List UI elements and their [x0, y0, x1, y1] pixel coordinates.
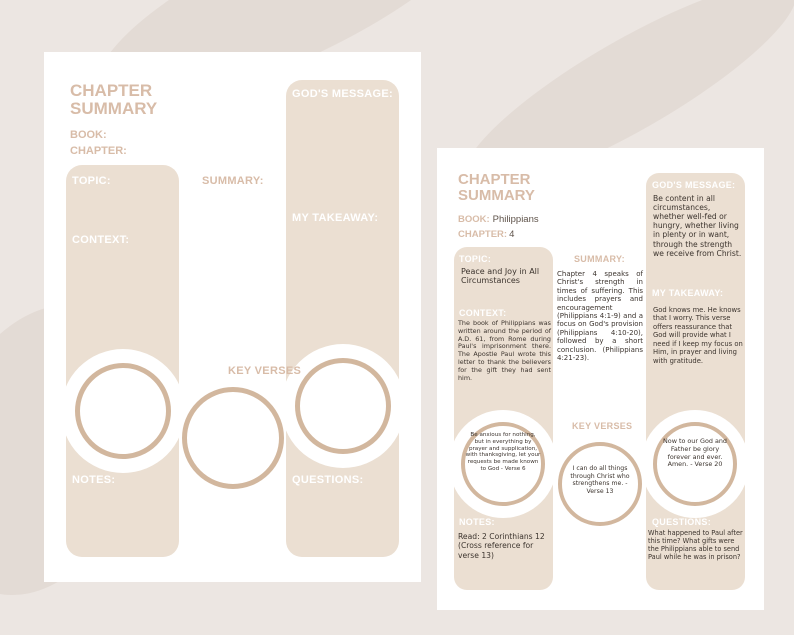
book-label: BOOK: — [70, 129, 107, 141]
page-title — [70, 82, 157, 118]
context-label: CONTEXT: — [72, 234, 130, 246]
verse-circle-left — [75, 363, 171, 459]
chapter-value: 4 — [509, 229, 515, 240]
verse-right-text: Now to our God and Father be glory forever and ever. Amen. - Verse 20 — [663, 437, 727, 469]
title-line-2: SUMMARY — [70, 98, 158, 118]
title-line-1: CHAPTER — [70, 81, 153, 100]
chapter-field — [458, 229, 514, 240]
questions-text: What happened to Paul after this time? What gifts were the Philippians able to send Paul while he was in prison? — [648, 529, 743, 562]
title-line-1: CHAPTER — [458, 171, 531, 188]
verse-circle-center — [182, 387, 284, 489]
key-verses-label: KEY VERSES — [228, 365, 302, 377]
verse-circle-right — [295, 358, 391, 454]
gods-message-text: Be content in all circumstances, whether well-fed or hungry, whether living in plenty or in want, through the strength we receive from Christ. — [653, 194, 742, 258]
notes-label: NOTES: — [72, 474, 116, 486]
title-line-2: SUMMARY — [458, 186, 535, 204]
key-verses-label: KEY VERSES — [572, 421, 633, 431]
chapter-label: CHAPTER: — [70, 145, 127, 157]
page-title — [458, 172, 535, 204]
notes-text: Read: 2 Corinthians 12 (Cross reference for verse 13) — [458, 532, 545, 560]
my-takeaway-text: God knows me. He knows that I worry. This verse offers reassurance that God will provide what I need if I keep my focus on Him, in prayer and living with gratitude. — [653, 306, 743, 365]
my-takeaway-label: MY TAKEAWAY: — [652, 288, 724, 298]
gods-message-label: GOD'S MESSAGE: — [652, 180, 736, 190]
context-label: CONTEXT: — [459, 308, 507, 318]
chapter-label: CHAPTER: — [458, 229, 508, 240]
summary-text: Chapter 4 speaks of Christ's strength in times of suffering. This includes prayers and encouragement (Philippians 4:1-9) and a focus on God's provision (Philippians 4:10-20), followed by a short conclusion. (Philippians 4:21-23). — [557, 270, 643, 362]
my-takeaway-label: MY TAKEAWAY: — [292, 212, 379, 224]
notes-label: NOTES: — [459, 517, 495, 527]
summary-label: SUMMARY: — [574, 254, 625, 264]
book-label: BOOK: — [458, 214, 490, 225]
book-value: Philippians — [492, 214, 539, 225]
book-field — [458, 214, 539, 225]
questions-label: QUESTIONS: — [292, 474, 364, 486]
questions-label: QUESTIONS: — [652, 517, 712, 527]
topic-label: TOPIC: — [459, 254, 492, 264]
filled-example-page — [437, 148, 764, 610]
gods-message-label: GOD'S MESSAGE: — [292, 88, 393, 100]
blank-template-page — [44, 52, 421, 582]
verse-center-text: I can do all things through Christ who strengthens me. - Verse 13 — [570, 465, 630, 495]
topic-text: Peace and Joy in All Circumstances — [461, 267, 540, 286]
topic-label: TOPIC: — [72, 175, 111, 187]
summary-label: SUMMARY: — [202, 175, 264, 187]
context-text: The book of Philippians was written around the period of A.D. 61, from Rome during Paul's imprisonment there. The Apostle Paul wrote this letter to thank the believers for the gift they had sent him. — [458, 319, 551, 382]
verse-left-text: Be anxious for nothing, but in everything by prayer and supplication, with thanksgiving, let your requests be made known to God - Verse 6 — [465, 432, 541, 473]
